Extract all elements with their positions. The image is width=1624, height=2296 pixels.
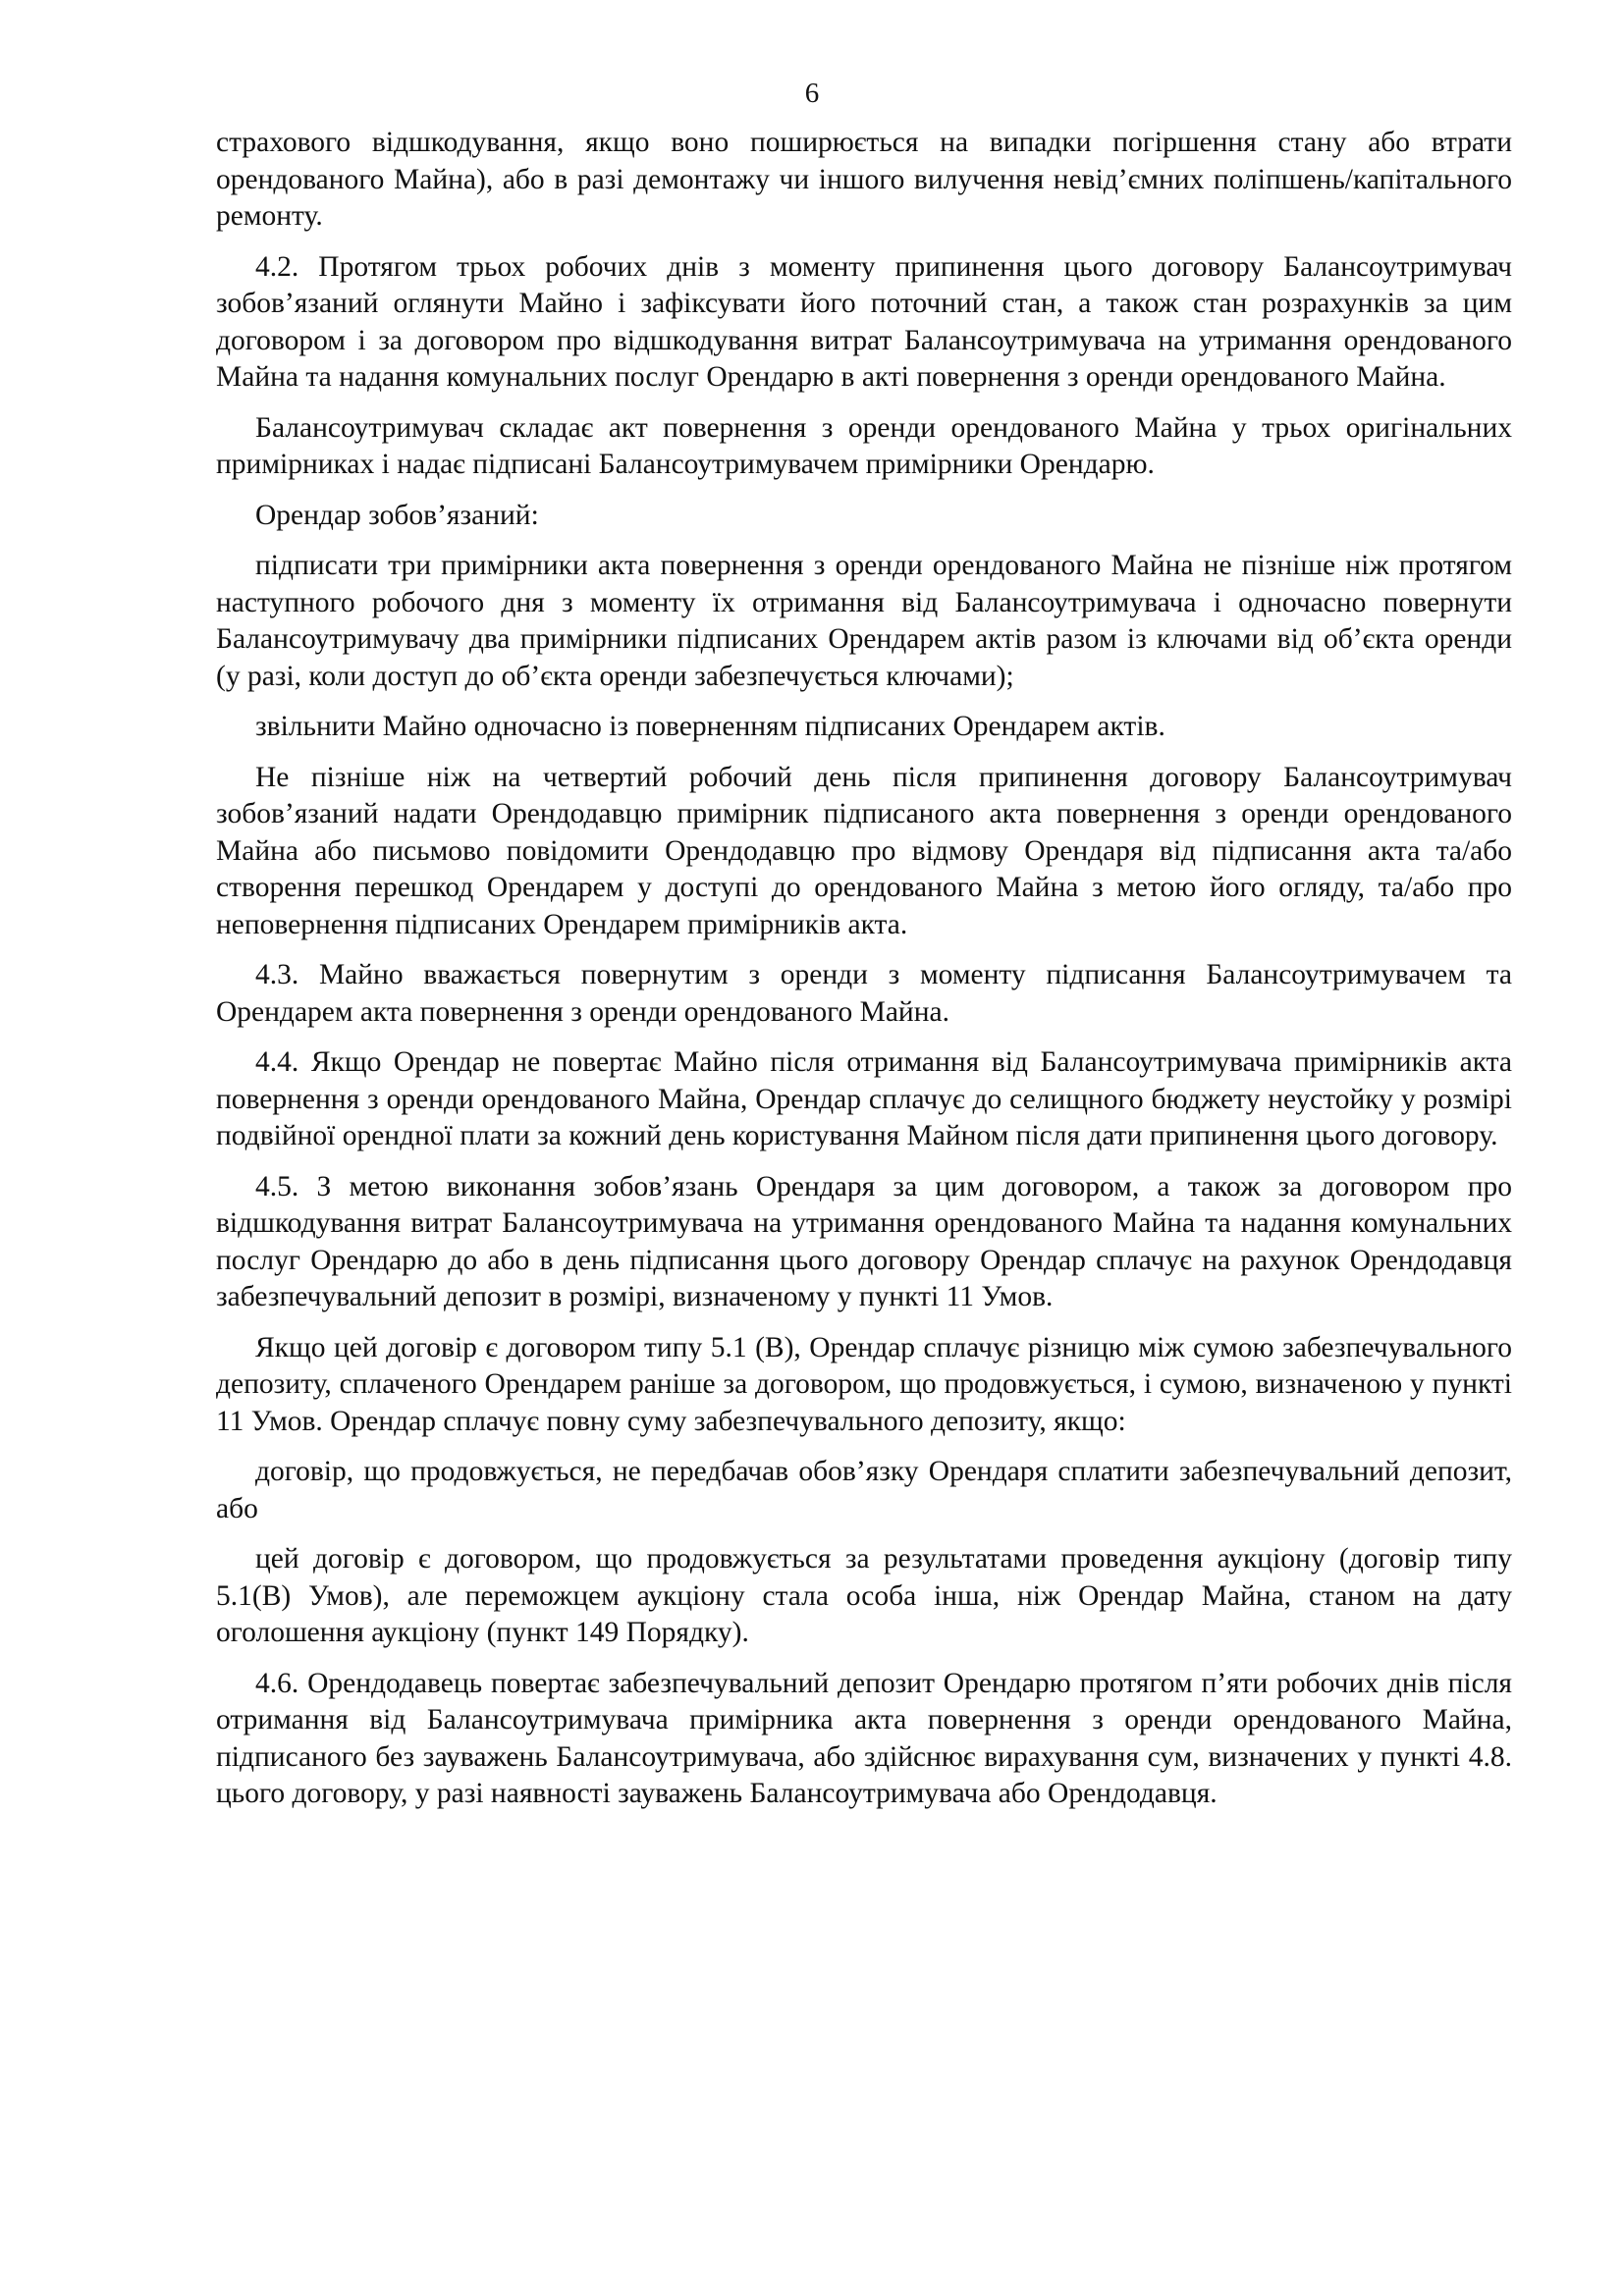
paragraph-4-5: 4.5. З метою виконання зобов’язань Орендаря за цим договором, а також за договором про відшкодування витрат Балансоутримувача на утримання орендованого Майна та надання комунальних послуг Орендарю до або в день підписання цього договору Орендар сплачує на рахунок Орендодавця забезпечувальний депозит в розмірі, визначеному у пункті 11 Умов. — [216, 1170, 1512, 1312]
paragraph-4-6: 4.6. Орендодавець повертає забезпечувальний депозит Орендарю протягом п’яти робочих днів після отримання від Балансоутримувача примірника акта повернення з оренди орендованого Майна, підписаного без зауважень Балансоутримувача, або здійснює вирахування сум, визначених у пункті 4.8. цього договору, у разі наявності зауважень Балансоутримувача або Орендодавця. — [216, 1667, 1512, 1809]
paragraph-deposit-condition-1: договір, що продовжується, не передбачав обов’язку Орендаря сплатити забезпечувальний депозит, або — [216, 1456, 1512, 1524]
paragraph-4-4: 4.4. Якщо Орендар не повертає Майно після отримання від Балансоутримувача примірників акта повернення з оренди орендованого Майна, Орендар сплачує до селищного бюджету неустойку у розмірі подвійної орендної плати за кожний день користування Майном після дати припинення цього договору. — [216, 1046, 1512, 1151]
paragraph-vacate-property: звільнити Майно одночасно із поверненням підписаних Орендарем актів. — [255, 711, 1165, 742]
paragraph-fourth-working-day: Не пізніше ніж на четвертий робочий день після припинення договору Балансоутримувач зобов’язаний надати Орендодавцю примірник підписаного акта повернення з оренди орендованого Майна або письмово повідомити Орендодавцю про відмову Орендаря від підписання акта та/або створення перешкод Орендарем у доступі до орендованого Майна з метою його огляду, та/або про неповернення підписаних Орендарем примірників акта. — [216, 761, 1512, 940]
paragraph-tenant-obligations-heading: Орендар зобов’язаний: — [255, 499, 539, 531]
paragraph-4-3: 4.3. Майно вважається повернутим з оренди з моменту підписання Балансоутримувачем та Орендарем акта повернення з оренди орендованого Майна. — [216, 959, 1512, 1028]
paragraph-sign-copies: підписати три примірники акта повернення з оренди орендованого Майна не пізніше ніж протягом наступного робочого дня з моменту їх отримання від Балансоутримувача і одночасно повернути Балансоутримувачу два примірники підписаних Орендарем актів разом із ключами від об’єкта оренди (у разі, коли доступ до об’єкта оренди забезпечується ключами); — [216, 550, 1512, 692]
page-number: 6 — [804, 78, 820, 109]
document-body — [216, 125, 1512, 1827]
paragraph-act-preparation: Балансоутримувач складає акт повернення з оренди орендованого Майна у трьох оригінальних примірниках і надає підписані Балансоутримувачем примірники Орендарю. — [216, 411, 1512, 480]
paragraph-deposit-difference: Якщо цей договір є договором типу 5.1 (В), Орендар сплачує різницю між сумою забезпечувального депозиту, сплаченого Орендарем раніше за договором, що продовжується, і сумою, визначеною у пункті 11 Умов. Орендар сплачує повну суму забезпечувального депозиту, якщо: — [216, 1331, 1512, 1437]
paragraph-deposit-condition-2: цей договір є договором, що продовжується за результатами проведення аукціону (договір типу 5.1(В) Умов), але переможцем аукціону стала особа інша, ніж Орендар Майна, станом на дату оголошення аукціону (пункт 149 Порядку). — [216, 1543, 1512, 1648]
paragraph-4-2: 4.2. Протягом трьох робочих днів з моменту припинення цього договору Балансоутримувач зобов’язаний оглянути Майно і зафіксувати його поточний стан, а також стан розрахунків за цим договором і за договором про відшкодування витрат Балансоутримувача на утримання орендованого Майна та надання комунальних послуг Орендарю в акті повернення з оренди орендованого Майна. — [216, 250, 1512, 393]
paragraph-continuation: страхового відшкодування, якщо воно поширюється на випадки погіршення стану або втрати орендованого Майна), або в разі демонтажу чи іншого вилучення невід’ємних поліпшень/капітального ремонту. — [216, 127, 1512, 232]
